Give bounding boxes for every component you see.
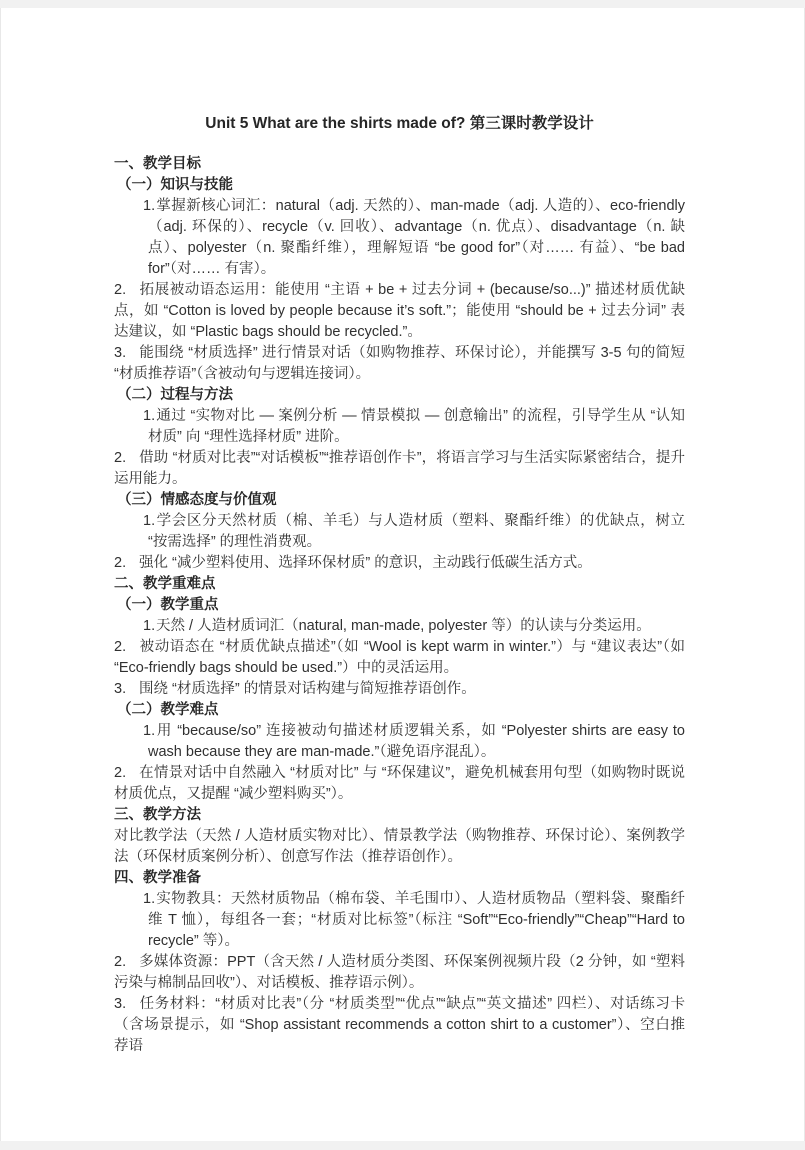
- item-number: 1.: [143, 723, 156, 739]
- item-number: 3.: [114, 996, 127, 1012]
- numbered-paragraph: [114, 280, 685, 343]
- item-number: 2.: [114, 555, 127, 571]
- item-number: 2.: [114, 282, 127, 298]
- section-heading-key-difficult-points: 二、教学重难点: [114, 576, 216, 592]
- document-page: [0, 8, 805, 1141]
- item-number: 1.: [143, 513, 156, 529]
- numbered-paragraph: [114, 637, 685, 679]
- item-text: 围绕 “材质选择” 的情景对话构建与简短推荐语创作。: [139, 681, 476, 697]
- item-number: 1.: [143, 891, 156, 907]
- list-item: [114, 721, 685, 763]
- item-number: 1.: [143, 198, 156, 214]
- subsection-knowledge-skills: （一）知识与技能: [117, 177, 233, 193]
- item-text: 拓展被动语态运用：能使用 “主语 + be + 过去分词 + (because/so...)” 描述材质优缺点，如 “Cotton is loved by people because it’s soft.”；能使用 “should be + 过去分词” 表达建议，如 “Plastic bags should be recycled.”。: [114, 282, 685, 340]
- item-text: 通过 “实物对比 — 案例分析 — 情景模拟 — 创意输出” 的流程，引导学生从 “认知材质” 向 “理性选择材质” 进阶。: [148, 408, 685, 445]
- paragraph: 对比教学法（天然 / 人造材质实物对比）、情景教学法（购物推荐、环保讨论）、案例教学法（环保材质案例分析）、创意写作法（推荐语创作）。: [114, 828, 685, 865]
- item-number: 3.: [114, 345, 127, 361]
- item-text: 在情景对话中自然融入 “材质对比” 与 “环保建议”，避免机械套用句型（如购物时既说材质优点，又提醒 “减少塑料购买”）。: [114, 765, 685, 802]
- item-number: 3.: [114, 681, 127, 697]
- item-number: 1.: [143, 408, 156, 424]
- item-text: 实物教具：天然材质物品（棉布袋、羊毛围巾）、人造材质物品（塑料袋、聚酯纤维 T 恤），每组各一套；“材质对比标签”（标注 “Soft”“Eco-friendly”“Cheap”“Hard to recycle” 等）。: [148, 891, 685, 949]
- item-text: 能围绕 “材质选择” 进行情景对话（如购物推荐、环保讨论），并能撰写 3-5 句的简短 “材质推荐语”（含被动句与逻辑连接词）。: [114, 345, 685, 382]
- item-text: 强化 “减少塑料使用、选择环保材质” 的意识，主动践行低碳生活方式。: [139, 555, 592, 571]
- item-number: 2.: [114, 765, 127, 781]
- item-text: 被动语态在 “材质优缺点描述”（如 “Wool is kept warm in winter.”）与 “建议表达”（如 “Eco-friendly bags should be used.”）中的灵活运用。: [114, 639, 685, 676]
- item-text: 多媒体资源：PPT（含天然 / 人造材质分类图、环保案例视频片段（2 分钟，如 “塑料污染与棉制品回收”）、对话模板、推荐语示例）。: [114, 954, 685, 991]
- document-title: Unit 5 What are the shirts made of? 第三课时教学设计: [205, 115, 594, 132]
- list-item: [114, 196, 685, 280]
- item-text: 借助 “材质对比表”“对话模板”“推荐语创作卡”，将语言学习与生活实际紧密结合，提升运用能力。: [114, 450, 685, 487]
- subsection-process-methods: （二）过程与方法: [117, 387, 233, 403]
- numbered-paragraph: [114, 679, 685, 700]
- item-text: 任务材料：“材质对比表”（分 “材质类型”“优点”“缺点”“英文描述” 四栏）、对话练习卡（含场景提示，如 “Shop assistant recommends a cotton shirt to a customer”）、空白推荐语: [114, 996, 685, 1054]
- numbered-paragraph: [114, 343, 685, 385]
- item-number: 2.: [114, 954, 127, 970]
- item-text: 掌握新核心词汇：natural（adj. 天然的）、man-made（adj. 人造的）、eco-friendly（adj. 环保的）、recycle（v. 回收）、advantage（n. 优点）、disadvantage（n. 缺点）、polyester（n. 聚酯纤维），理解短语 “be good for”（对…… 有益）、“be bad for”（对…… 有害）。: [148, 198, 685, 277]
- item-text: 天然 / 人造材质词汇（natural, man-made, polyester 等）的认读与分类运用。: [156, 618, 651, 634]
- numbered-paragraph: [114, 994, 685, 1057]
- item-text: 学会区分天然材质（棉、羊毛）与人造材质（塑料、聚酯纤维）的优缺点，树立 “按需选择” 的理性消费观。: [148, 513, 685, 550]
- numbered-paragraph: [114, 553, 685, 574]
- item-number: 1.: [143, 618, 156, 634]
- list-item: [114, 889, 685, 952]
- numbered-paragraph: [114, 952, 685, 994]
- item-number: 2.: [114, 450, 127, 466]
- numbered-paragraph: [114, 448, 685, 490]
- list-item: [114, 511, 685, 553]
- section-heading-objectives: 一、教学目标: [114, 156, 201, 172]
- list-item: [114, 406, 685, 448]
- subsection-affect-values: （三）情感态度与价值观: [117, 492, 277, 508]
- section-heading-teaching-methods: 三、教学方法: [114, 807, 201, 823]
- item-text: 用 “because/so” 连接被动句描述材质逻辑关系，如 “Polyester shirts are easy to wash because they are man-made.”（避免语序混乱）。: [148, 723, 685, 760]
- subsection-key-points: （一）教学重点: [117, 597, 219, 613]
- numbered-paragraph: [114, 763, 685, 805]
- item-number: 2.: [114, 639, 127, 655]
- list-item: [114, 616, 685, 637]
- subsection-difficult-points: （二）教学难点: [117, 702, 219, 718]
- section-heading-teaching-preparation: 四、教学准备: [114, 870, 201, 886]
